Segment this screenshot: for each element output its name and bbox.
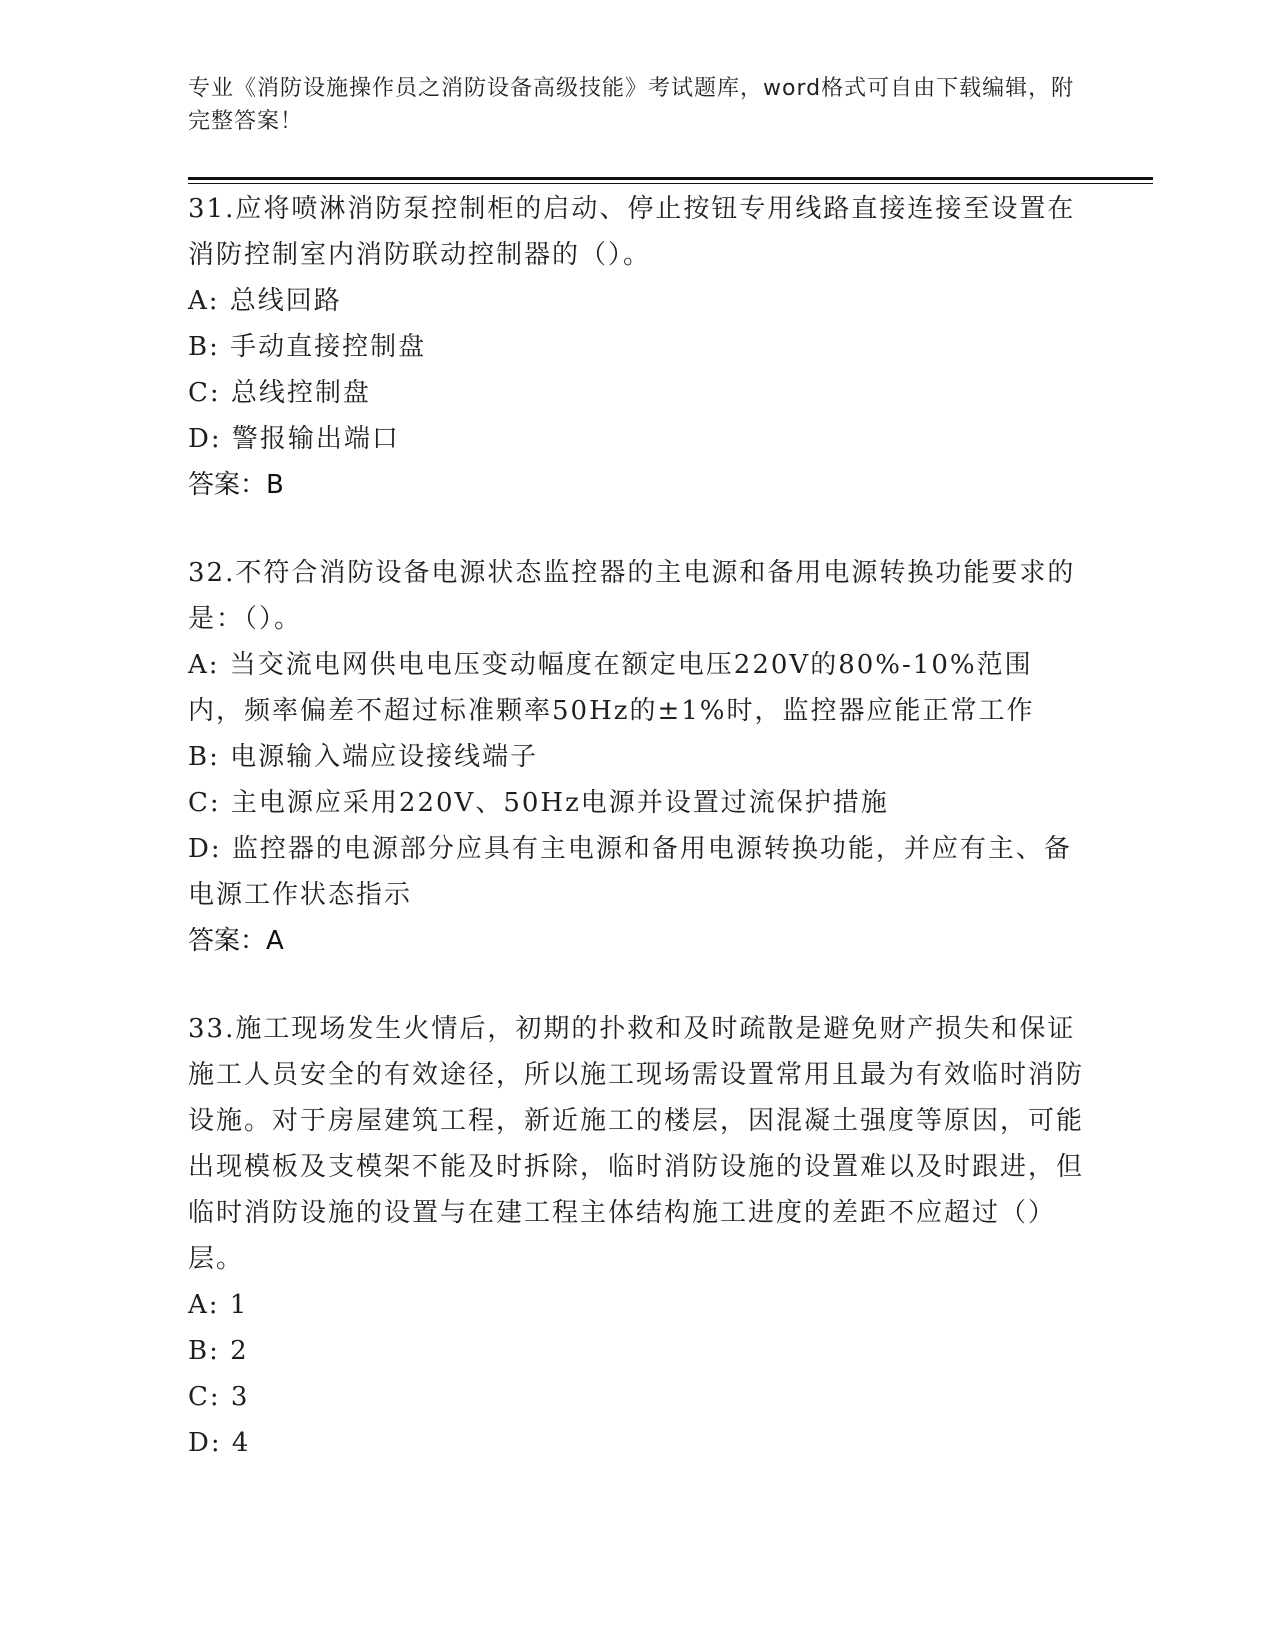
option-d: D: 监控器的电源部分应具有主电源和备用电源转换功能，并应有主、备电源工作状态指示 bbox=[188, 834, 1072, 910]
option-d: D: 4 bbox=[188, 1428, 251, 1458]
question-list bbox=[188, 186, 1088, 1466]
option-c: C: 主电源应采用220V、50Hz电源并设置过流保护措施 bbox=[188, 788, 889, 818]
option-b: B: 电源输入端应设接线端子 bbox=[188, 742, 539, 772]
header-divider-thin bbox=[188, 183, 1153, 184]
option-b: B: 2 bbox=[188, 1336, 249, 1366]
header-divider-thick bbox=[188, 177, 1153, 180]
question-stem: 32.不符合消防设备电源状态监控器的主电源和备用电源转换功能要求的是：（）。 bbox=[188, 558, 1076, 634]
question-32 bbox=[188, 550, 1088, 964]
answer-label: 答案：A bbox=[188, 926, 284, 956]
option-a: A: 当交流电网供电电压变动幅度在额定电压220V的80%-10%范围内，频率偏差不超过标准颗率50Hz的±1%时，监控器应能正常工作 bbox=[188, 650, 1035, 726]
document-intro: 专业《消防设施操作员之消防设备高级技能》考试题库，word格式可自由下载编辑，附完整答案！ bbox=[188, 76, 1075, 134]
option-b: B: 手动直接控制盘 bbox=[188, 332, 427, 362]
option-a: A: 总线回路 bbox=[188, 286, 342, 316]
option-a: A: 1 bbox=[188, 1290, 249, 1320]
option-d: D: 警报输出端口 bbox=[188, 424, 400, 454]
answer-label: 答案：B bbox=[188, 470, 284, 500]
question-31 bbox=[188, 186, 1088, 508]
option-c: C: 总线控制盘 bbox=[188, 378, 371, 408]
question-stem: 33.施工现场发生火情后，初期的扑救和及时疏散是避免财产损失和保证施工人员安全的有效途径，所以施工现场需设置常用且最为有效临时消防设施。对于房屋建筑工程，新近施工的楼层，因混凝土强度等原因，可能出现模板及支模架不能及时拆除，临时消防设施的设置难以及时跟进，但临时消防设施的设置与在建工程主体结构施工进度的差距不应超过（）层。 bbox=[188, 1014, 1085, 1274]
option-c: C: 3 bbox=[188, 1382, 250, 1412]
question-33 bbox=[188, 1006, 1088, 1466]
question-stem: 31.应将喷淋消防泵控制柜的启动、停止按钮专用线路直接连接至设置在消防控制室内消防联动控制器的（）。 bbox=[188, 194, 1076, 270]
